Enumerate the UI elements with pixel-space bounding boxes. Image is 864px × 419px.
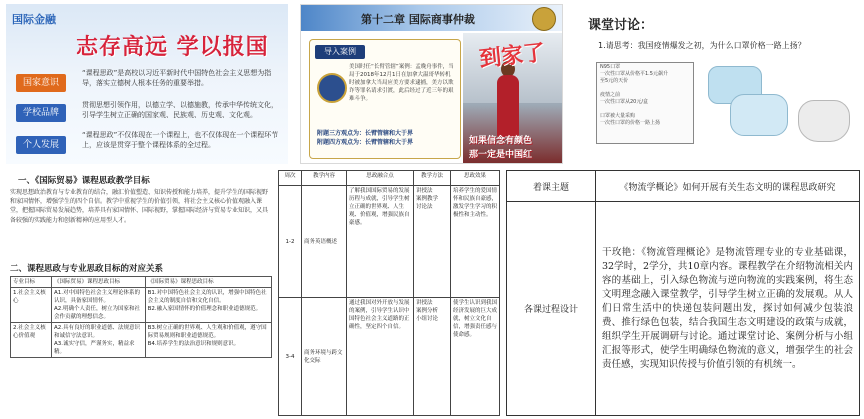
discussion-question: 1.请思考：我国疫情爆发之初，为什么口罩价格一路上扬？ — [598, 41, 806, 50]
photo-caption-line: 那一定是中国红 — [469, 150, 533, 160]
document-handwritten-plan — [506, 170, 860, 416]
table-cell: 各课过程设计 — [507, 202, 596, 416]
table-header-cell: 周次 — [279, 171, 302, 186]
slide-course-ideology — [6, 4, 288, 164]
slide-class-discussion — [580, 4, 858, 164]
seal-icon — [317, 73, 347, 103]
case-text: 美国时任“长臂管辖”案例：孟晚舟事件，当局于2018年12月1日在加拿大温哥华转机时被加拿大当局应美方要求逮捕，美方以欺诈等罪名请求引渡，此后经过了近三年的艰难斗争。 — [349, 64, 454, 102]
table-cell: 使学生认识到我国经济发展的巨大成就，树立文化自信，增强责任感与使命感。 — [451, 298, 500, 416]
table-header-cell: 着课主题 — [507, 171, 596, 202]
case-label: 导入案例 — [315, 45, 365, 59]
table-cell: A1.对中国特色社会主义理论体系的认识，具备家国情怀。 A2.明确个人责任，树立为国家和社会作贡献的理想信念。 — [52, 288, 146, 323]
mask-image — [730, 94, 788, 136]
slogan-heading: 志存高远 学以报国 — [76, 35, 269, 60]
table-header-row — [279, 171, 500, 186]
table-row — [279, 298, 500, 416]
intro-paragraph: 实现思想政治教育与专业教育的结合，融汇价值塑造、知识传授和能力培养，提升学生的国际视野和家国情怀，增强学生的四个自信。教学中重视学生的价值引领，将社会主义核心价值观融入课堂，把握国际贸易发展趋势，培养具有家国情怀、国际视野，掌握国际经济与贸易专业知识，又具备较强的实践能力和创新精神的应用型人才。 — [10, 189, 269, 224]
lesson-plan-table — [506, 170, 860, 416]
personal-development-button[interactable]: 个人发展 — [16, 136, 66, 154]
case-citations — [317, 129, 457, 147]
table-header-cell: 思政融合点 — [347, 171, 414, 186]
table-row — [507, 202, 860, 416]
table-header-row — [11, 277, 272, 288]
table-cell: 了解我国国际贸易的发展历程与成就，引导学生树立正确的世界观、人生观、价值观，增强民族自豪感。 — [347, 186, 414, 298]
table-cell: A2.具有良好的职业道德、法规意识和诚信守法意识。 A3.诚实守信，严谨务实，精益求精。 — [52, 323, 146, 358]
table-header-cell: 教学内容 — [302, 171, 347, 186]
table-header-cell: 专业目标 — [11, 277, 52, 288]
table-cell: B1.对中国特色社会主义的认识，增强中国特色社会主义的制度自信和文化自信。 B2.融入家国情怀的价值理念和职业道德规范。 — [145, 288, 271, 323]
person-image — [497, 75, 519, 137]
n95-mask-image — [798, 100, 850, 142]
table-cell: 干玫艳：《物流管理概论》是物流管理专业的专业基础课，32学时，2学分，共10章内容。课程教学在介绍物流相关内容的基础上，引入绿色物流与逆向物流的实践案例，将生态文明理念融入课堂教学，引导学生树立正确的发展观。从人们日常生活中的快递包装问题出发，探讨如何减少包装浪费、推行绿色包装，结合我国生态文明建设的政策与成就，组织学生开展调研与讨论。通过课堂讨论、案例分析与小组汇报等形式，使学生明确绿色物流的意义，增强学生的社会责任感，实现知识传授与价值引领的有机统一。 — [596, 202, 860, 416]
photo-headline: 到家了 — [478, 40, 547, 73]
table-cell: 商务英语概述 — [302, 186, 347, 298]
table-header-cell: 教学方法 — [414, 171, 451, 186]
table-cell: 讲授法 案例教学 讨论法 — [414, 186, 451, 298]
table-header-cell: 《国际贸易》课程思政目标 — [52, 277, 146, 288]
table-cell: 1.社会主义核心 — [11, 288, 52, 323]
paragraph-1: “课程思政”是高校以习近平新时代中国特色社会主义思想为指导，落实立德树人根本任务的重要举措。 — [82, 69, 272, 87]
table-row — [11, 288, 272, 323]
teaching-plan-table — [278, 170, 500, 416]
table-header-cell: 思政效果 — [451, 171, 500, 186]
table-cell: 讲授法 案例分析 小组讨论 — [414, 298, 451, 416]
table-cell: 商务环境与跨文化交际 — [302, 298, 347, 416]
table-cell: 1-2 — [279, 186, 302, 298]
discussion-heading: 课堂讨论： — [588, 18, 654, 33]
table-row — [11, 323, 272, 358]
university-logo-icon — [532, 7, 556, 31]
table-cell: B3.树立正确的世界观、人生观和价值观，遵守国际贸易规则和职业道德规范。 B4.培养学生的法治意识和规则意识。 — [145, 323, 271, 358]
paragraph-2: 贯彻思想引领作用，以德立学、以德施教，传承中华传统文化，引导学生树立正确的国家观、民族观、历史观、文化观。 — [82, 101, 278, 119]
paragraph-3: “课程思政”不仅体现在一个课程上，也不仅体现在一个课程环节上，应该是贯穿于整个课程体系的全过程。 — [82, 131, 279, 149]
table-header-row — [507, 171, 860, 202]
table-cell: 2.社会主义核心价值观 — [11, 323, 52, 358]
table-cell: 通过我国对外开放与发展的案例，引导学生认识中国特色社会主义道路的正确性，坚定四个自信。 — [347, 298, 414, 416]
goals-table — [10, 276, 272, 358]
table-header-cell: 《国际贸易》课程思政目标 — [145, 277, 271, 288]
table-row — [279, 186, 500, 298]
citation-line: 附题四方观点为：长臂管辖和大于界 — [317, 139, 414, 146]
price-note-text: N95口罩 一次性口罩从价格平1.5元飙升 至5元的天价 疫情之前 一次性口罩从20元/盒 口罩被大量采购 一次性口罩的价格一路上扬 — [600, 64, 668, 126]
photo-caption-line: 如果信念有颜色 — [469, 136, 533, 146]
school-brand-button[interactable]: 学校品牌 — [16, 104, 66, 122]
section-heading-2: 二、课程思政与专业思政目标的对应关系 — [10, 264, 164, 274]
table-cell: 3-4 — [279, 298, 302, 416]
citation-line: 附题三方观点为：长臂管辖和大于界 — [317, 130, 414, 137]
brand-label: 国际金融 — [12, 13, 56, 26]
table-cell: 培养学生的爱国情怀和民族自豪感，激发学生学习的积极性和主动性。 — [451, 186, 500, 298]
section-heading-1: 一、《国际贸易》课程思政教学目标 — [18, 176, 150, 186]
slide-arbitration-case — [300, 4, 563, 164]
national-awareness-button[interactable]: 国家意识 — [16, 74, 66, 92]
document-trade-course-goals — [6, 170, 276, 416]
document-teaching-plan — [278, 170, 500, 416]
table-header-cell: 《物流学概论》如何开展有关生态文明的课程思政研究 — [596, 171, 860, 202]
chapter-title: 第十二章 国际商事仲裁 — [361, 13, 475, 26]
